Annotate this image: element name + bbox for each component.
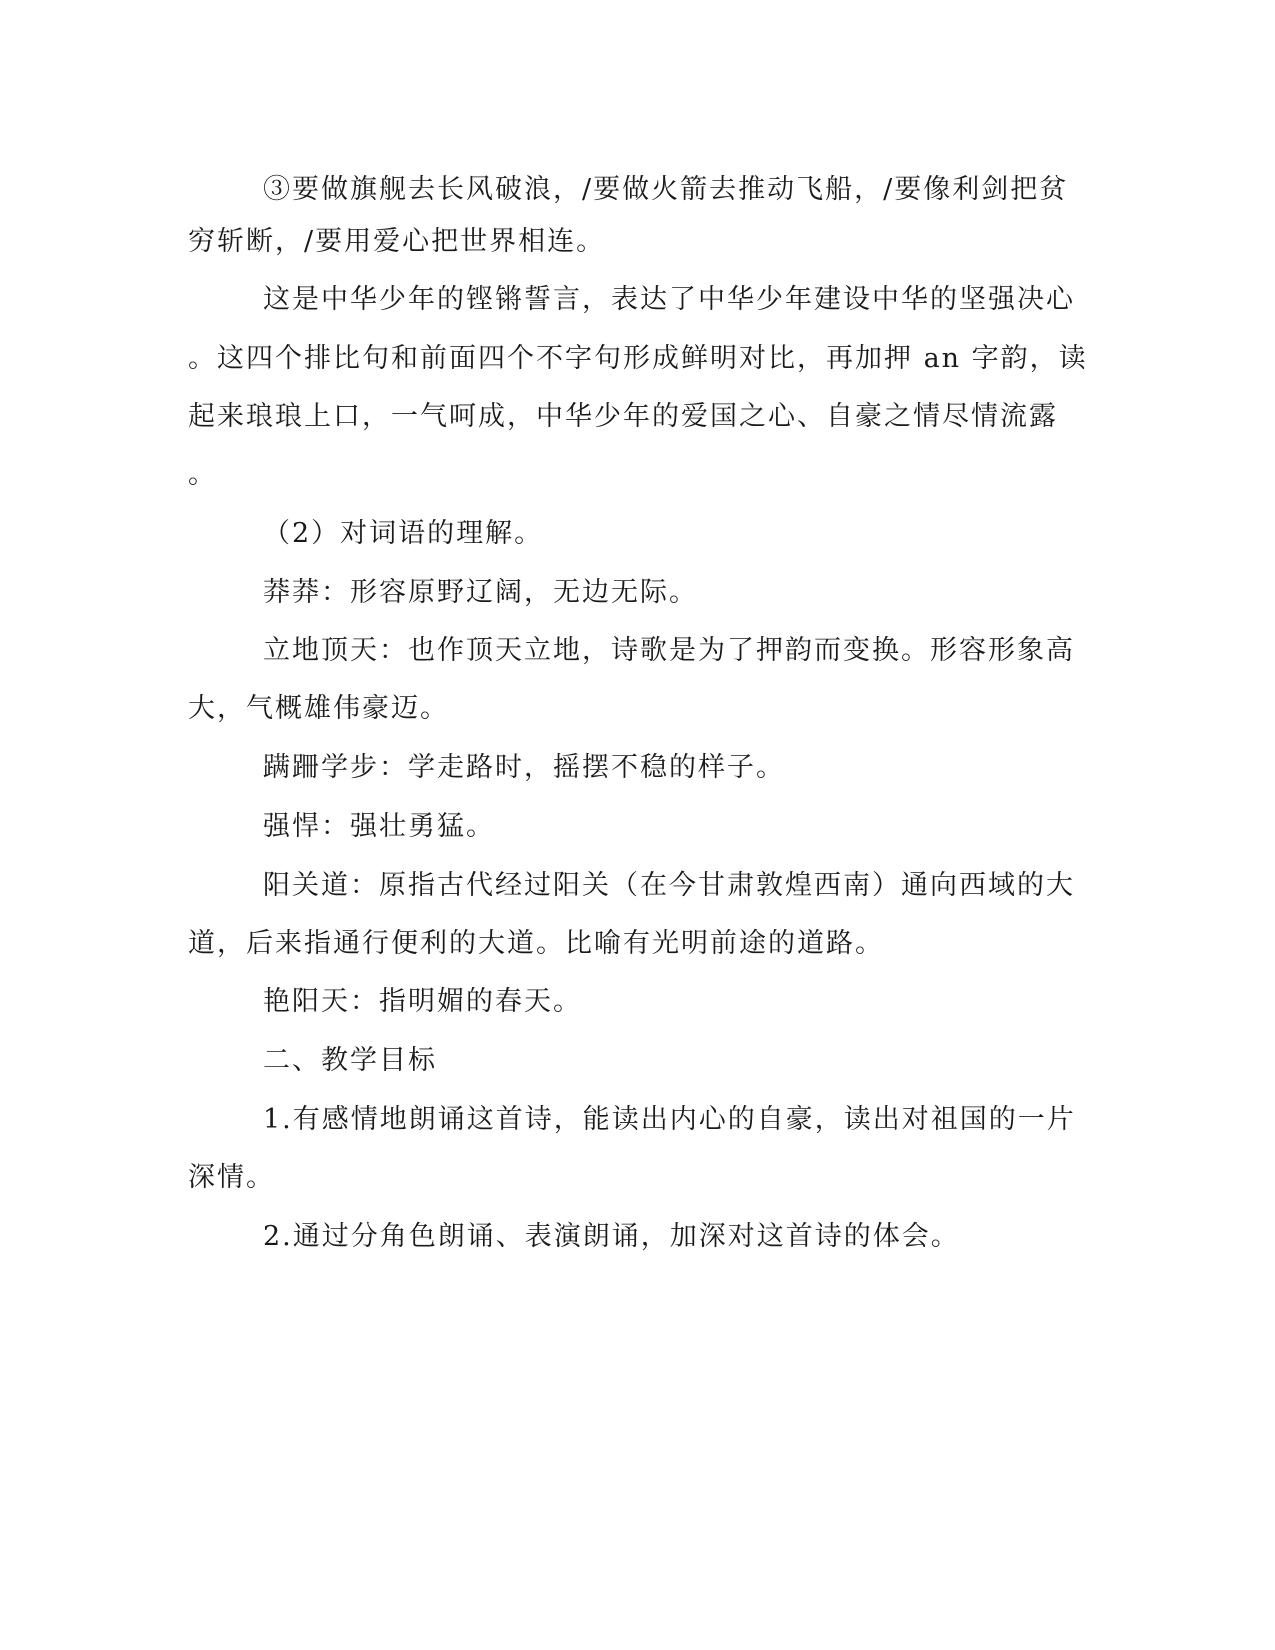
text-line-2: 穷斩断，/要用爱心把世界相连。: [188, 226, 606, 257]
text-line-8: 莽莽：形容原野辽阔，无边无际。: [263, 577, 698, 608]
text-line-10: 大，气概雄伟豪迈。: [188, 693, 449, 724]
text-line-18: 深情。: [188, 1162, 275, 1193]
text-line-4: 。这四个排比句和前面四个不字句形成鲜明对比，再加押 an 字韵，读: [188, 343, 1088, 374]
text-line-19: 2.通过分角色朗诵、表演朗诵，加深对这首诗的体会。: [263, 1221, 960, 1252]
text-line-15: 艳阳天：指明媚的春天。: [263, 986, 582, 1017]
section-heading: 二、教学目标: [263, 1045, 437, 1076]
text-line-14: 道，后来指通行便利的大道。比喻有光明前途的道路。: [188, 928, 884, 959]
text-line-17: 1.有感情地朗诵这首诗，能读出内心的自豪，读出对祖国的一片: [263, 1104, 1076, 1135]
text-line-1: ③要做旗舰去长风破浪，/要做火箭去推动飞船，/要像利剑把贫: [263, 174, 1069, 205]
text-line-6: 。: [188, 459, 217, 490]
text-line-11: 蹒跚学步：学走路时，摇摆不稳的样子。: [263, 752, 785, 783]
text-line-3: 这是中华少年的铿锵誓言，表达了中华少年建设中华的坚强决心: [263, 284, 1075, 315]
text-line-12: 强悍：强壮勇猛。: [263, 811, 495, 842]
text-line-7: （2）对词语的理解。: [263, 518, 544, 549]
text-line-9: 立地顶天：也作顶天立地，诗歌是为了押韵而变换。形容形象高: [263, 635, 1075, 666]
text-line-13: 阳关道：原指古代经过阳关（在今甘肃敦煌西南）通向西域的大: [263, 870, 1075, 901]
text-line-5: 起来琅琅上口，一气呵成，中华少年的爱国之心、自豪之情尽情流露: [188, 401, 1058, 432]
